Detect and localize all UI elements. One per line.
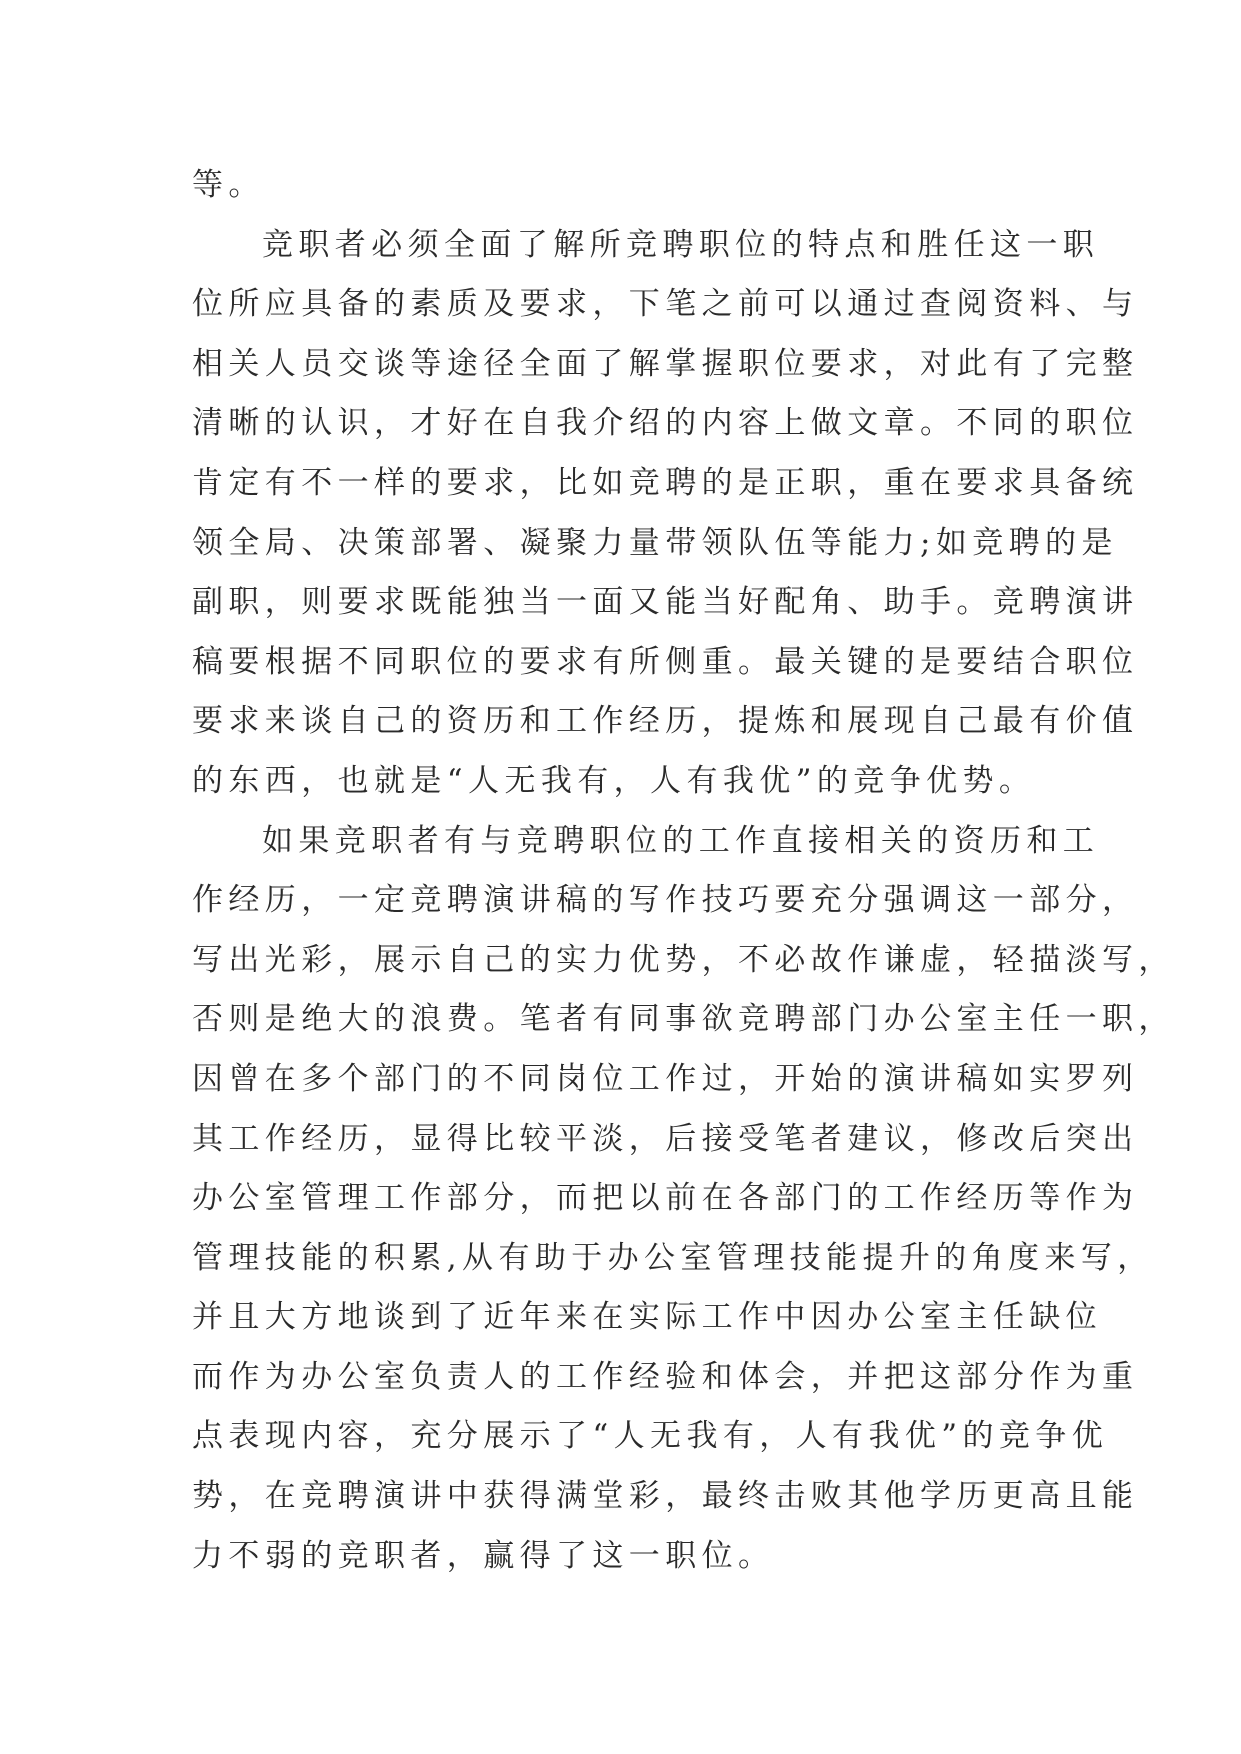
text-line: 稿要根据不同职位的要求有所侧重。最关键的是要结合职位 — [192, 643, 1139, 680]
text-line: 作经历，一定竞聘演讲稿的写作技巧要充分强调这一部分， — [192, 882, 1139, 919]
text-line: 因曾在多个部门的不同岗位工作过，开始的演讲稿如实罗列 — [192, 1060, 1139, 1097]
text-line: 领全局、决策部署、凝聚力量带领队伍等能力;如竞聘的是 — [192, 524, 1118, 561]
text-line: 副职，则要求既能独当一面又能当好配角、助手。竞聘演讲 — [192, 584, 1139, 621]
text-line: 如果竞职者有与竞聘职位的工作直接相关的资历和工 — [262, 822, 1100, 859]
text-line: 办公室管理工作部分，而把以前在各部门的工作经历等作为 — [192, 1180, 1139, 1217]
document-body — [192, 156, 1175, 1586]
text-line: 的东西，也就是“人无我有，人有我优”的竞争优势。 — [192, 762, 1036, 799]
text-line: 清晰的认识，才好在自我介绍的内容上做文章。不同的职位 — [192, 405, 1139, 442]
text-line: 要求来谈自己的资历和工作经历，提炼和展现自己最有价值 — [192, 703, 1139, 740]
text-line: 管理技能的积累,从有助于办公室管理技能提升的角度来写， — [192, 1239, 1154, 1276]
text-line: 等。 — [192, 167, 265, 203]
text-line: 而作为办公室负责人的工作经验和体会，并把这部分作为重 — [192, 1358, 1139, 1395]
text-line: 否则是绝大的浪费。笔者有同事欲竞聘部门办公室主任一职， — [192, 1001, 1175, 1038]
paragraph — [192, 156, 1052, 216]
text-line: 位所应具备的素质及要求，下笔之前可以通过查阅资料、与 — [192, 286, 1139, 323]
text-line: 势，在竞聘演讲中获得满堂彩，最终击败其他学历更高且能 — [192, 1478, 1139, 1515]
paragraph — [192, 812, 1175, 1587]
text-line: 其工作经历，显得比较平淡，后接受笔者建议，修改后突出 — [192, 1120, 1139, 1157]
paragraph — [192, 216, 1139, 812]
text-line: 并且大方地谈到了近年来在实际工作中因办公室主任缺位 — [192, 1299, 1102, 1336]
text-line: 写出光彩，展示自己的实力优势，不必故作谦虚，轻描淡写， — [192, 941, 1175, 978]
text-line: 肯定有不一样的要求，比如竞聘的是正职，重在要求具备统 — [192, 464, 1139, 501]
text-line: 点表现内容，充分展示了“人无我有，人有我优”的竞争优 — [192, 1418, 1109, 1455]
text-line: 竞职者必须全面了解所竞聘职位的特点和胜任这一职 — [262, 226, 1100, 263]
text-line: 力不弱的竞职者，赢得了这一职位。 — [192, 1537, 775, 1574]
text-line: 相关人员交谈等途径全面了解掌握职位要求，对此有了完整 — [192, 345, 1139, 382]
